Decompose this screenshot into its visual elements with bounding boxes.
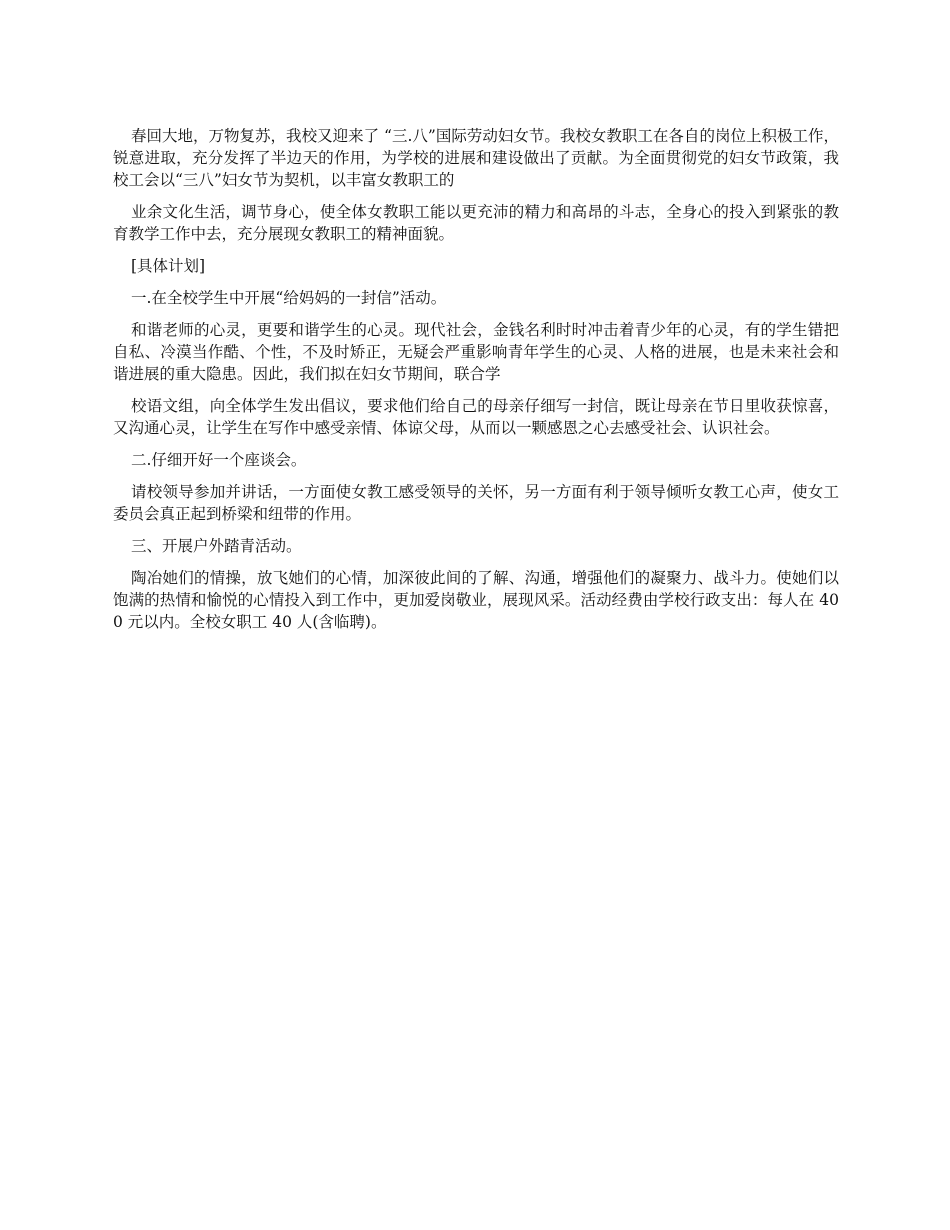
- item-heading-letter-activity: 一.在全校学生中开展“给妈妈的一封信”活动。: [131, 289, 447, 307]
- document-page: [113, 125, 839, 643]
- paragraph-intro: 春回大地，万物复苏，我校又迎来了 “三.八”国际劳动妇女节。我校女教职工在各自的岗位上积极工作，锐意进取，充分发挥了半边天的作用，为学校的进展和建设做出了贡献。为全面贯彻党的妇女节政策，我校工会以“三八”妇女节为契机，以丰富女教职工的: [113, 127, 839, 189]
- paragraph-intro-continued: 业余文化生活，调节身心，使全体女教职工能以更充沛的精力和高昂的斗志，全身心的投入到紧张的教育教学工作中去，充分展现女教职工的精神面貌。: [113, 203, 839, 243]
- item-heading-outing: 三、开展户外踏青活动。: [131, 537, 302, 555]
- item-heading-symposium: 二.仔细开好一个座谈会。: [131, 451, 307, 469]
- paragraph-letter-activity: 和谐老师的心灵，更要和谐学生的心灵。现代社会，金钱名利时时冲击着青少年的心灵，有的学生错把自私、冷漠当作酷、个性，不及时矫正，无疑会严重影响青年学生的心灵、人格的进展，也是未来社会和谐进展的重大隐患。因此，我们拟在妇女节期间，联合学: [113, 321, 839, 383]
- paragraph-letter-activity-continued: 校语文组，向全体学生发出倡议，要求他们给自己的母亲仔细写一封信，既让母亲在节日里收获惊喜，又沟通心灵，让学生在写作中感受亲情、体谅父母，从而以一颗感恩之心去感受社会、认识社会。: [113, 397, 839, 437]
- paragraph-outing: 陶冶她们的情操，放飞她们的心情，加深彼此间的了解、沟通，增强他们的凝聚力、战斗力。使她们以饱满的热情和愉悦的心情投入到工作中，更加爱岗敬业，展现风采。活动经费由学校行政支出：每人在 400 元以内。全校女职工 40 人(含临聘)。: [113, 569, 839, 631]
- paragraph-symposium: 请校领导参加并讲话，一方面使女教工感受领导的关怀，另一方面有利于领导倾听女教工心声，使女工委员会真正起到桥梁和纽带的作用。: [113, 483, 839, 523]
- section-heading-plan: [具体计划]: [131, 257, 206, 275]
